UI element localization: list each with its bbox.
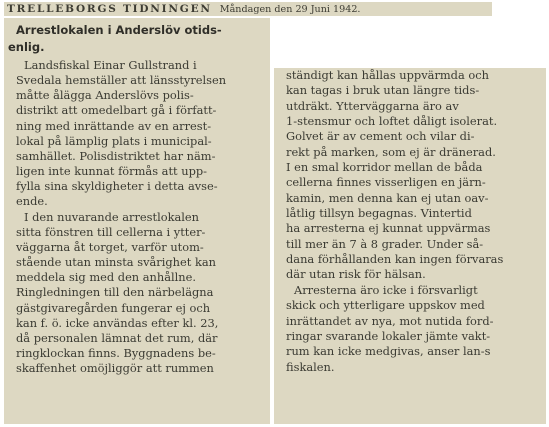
article-clip-left-column — [4, 18, 270, 424]
headline-line: Arrestlokalen i Anderslöv otids- — [16, 23, 222, 37]
article-line: kamin, men denna kan ej utan oav- — [286, 190, 489, 205]
article-line: ständigt kan hållas uppvärmda och — [286, 68, 489, 82]
article-line: sitta fönstren till cellerna i ytter- — [16, 224, 206, 239]
article-line: rum kan icke medgivas, anser lan-s — [286, 344, 491, 359]
publication-date: Måndagen den 29 Juni 1942. — [219, 3, 361, 15]
article-line: kan f. ö. icke användas efter kl. 23, — [16, 315, 219, 330]
article-line: ha arresterna ej kunnat uppvärmas — [286, 221, 491, 236]
article-line: utdräkt. Ytterväggarna äro av — [286, 98, 459, 113]
article-line: samhället. Polisdistriktet har näm- — [16, 148, 216, 163]
headline-line: enlig. — [8, 40, 45, 54]
article-line: stående utan minsta svårighet kan — [16, 255, 216, 270]
article-line: Svedala hemställer att länsstyrelsen — [16, 73, 227, 88]
article-line: cellerna finnes visserligen en järn- — [286, 175, 486, 190]
article-line: lokal på lämplig plats i municipal- — [16, 133, 212, 148]
article-line: Arresterna äro icke i försvarligt — [294, 282, 478, 297]
article-line: skick och ytterligare uppskov med — [286, 298, 485, 313]
article-line: Golvet är av cement och vilar di- — [286, 129, 475, 144]
article-line: 1-stensmur och loftet dåligt isolerat. — [286, 114, 498, 129]
article-line: I en smal korridor mellan de båda — [286, 160, 483, 175]
article-line: till mer än 7 à 8 grader. Under så- — [286, 236, 484, 251]
newspaper-name: TRELLEBORGS TIDNINGEN — [7, 3, 212, 15]
article-line: måtte ålägga Anderslövs polis- — [16, 88, 194, 103]
article-line: meddela sig med den anhållne. — [16, 270, 197, 285]
article-line: då personalen lämnat det rum, där — [16, 330, 218, 345]
article-line: där utan risk för hälsan. — [286, 267, 426, 282]
article-line: låtlig tillsyn begagnas. Vintertid — [286, 206, 472, 221]
article-line: rekt på marken, som ej är dränerad. — [286, 144, 496, 159]
article-line: fiskalen. — [286, 359, 335, 374]
article-line: Landsfiskal Einar Gullstrand i — [24, 58, 197, 72]
article-line: distrikt att omedelbart gå i författ- — [16, 103, 217, 118]
article-line: gästgivaregården fungerar ej och — [16, 300, 211, 315]
article-line: fylla sina skyldigheter i detta avse- — [16, 179, 218, 194]
article-line: ringar svarande lokaler jämte vakt- — [286, 328, 491, 343]
article-line: ringklockan finns. Byggnadens be- — [16, 345, 216, 360]
article-body-right — [286, 68, 543, 375]
article-line: ende. — [16, 194, 48, 209]
article-line: ning med inrättande av en arrest- — [16, 118, 212, 133]
article-line: skaffenhet omöjliggör att rummen — [16, 361, 214, 376]
article-line: inrättandet av nya, mot nutida ford- — [286, 313, 494, 328]
article-line: kan tagas i bruk utan längre tids- — [286, 83, 480, 98]
article-line: dana förhållanden kan ingen förvaras — [286, 252, 504, 267]
article-line: I den nuvarande arrestlokalen — [24, 209, 199, 224]
article-line: Ringledningen till den närbelägna — [16, 285, 214, 300]
article-line: väggarna åt torget, varför utom- — [16, 239, 204, 254]
article-body-left — [16, 58, 267, 376]
newspaper-masthead — [4, 2, 492, 16]
article-line: ligen inte kunnat förmås att upp- — [16, 164, 208, 179]
article-clip-right-column — [274, 68, 546, 424]
article-headline — [8, 22, 267, 56]
